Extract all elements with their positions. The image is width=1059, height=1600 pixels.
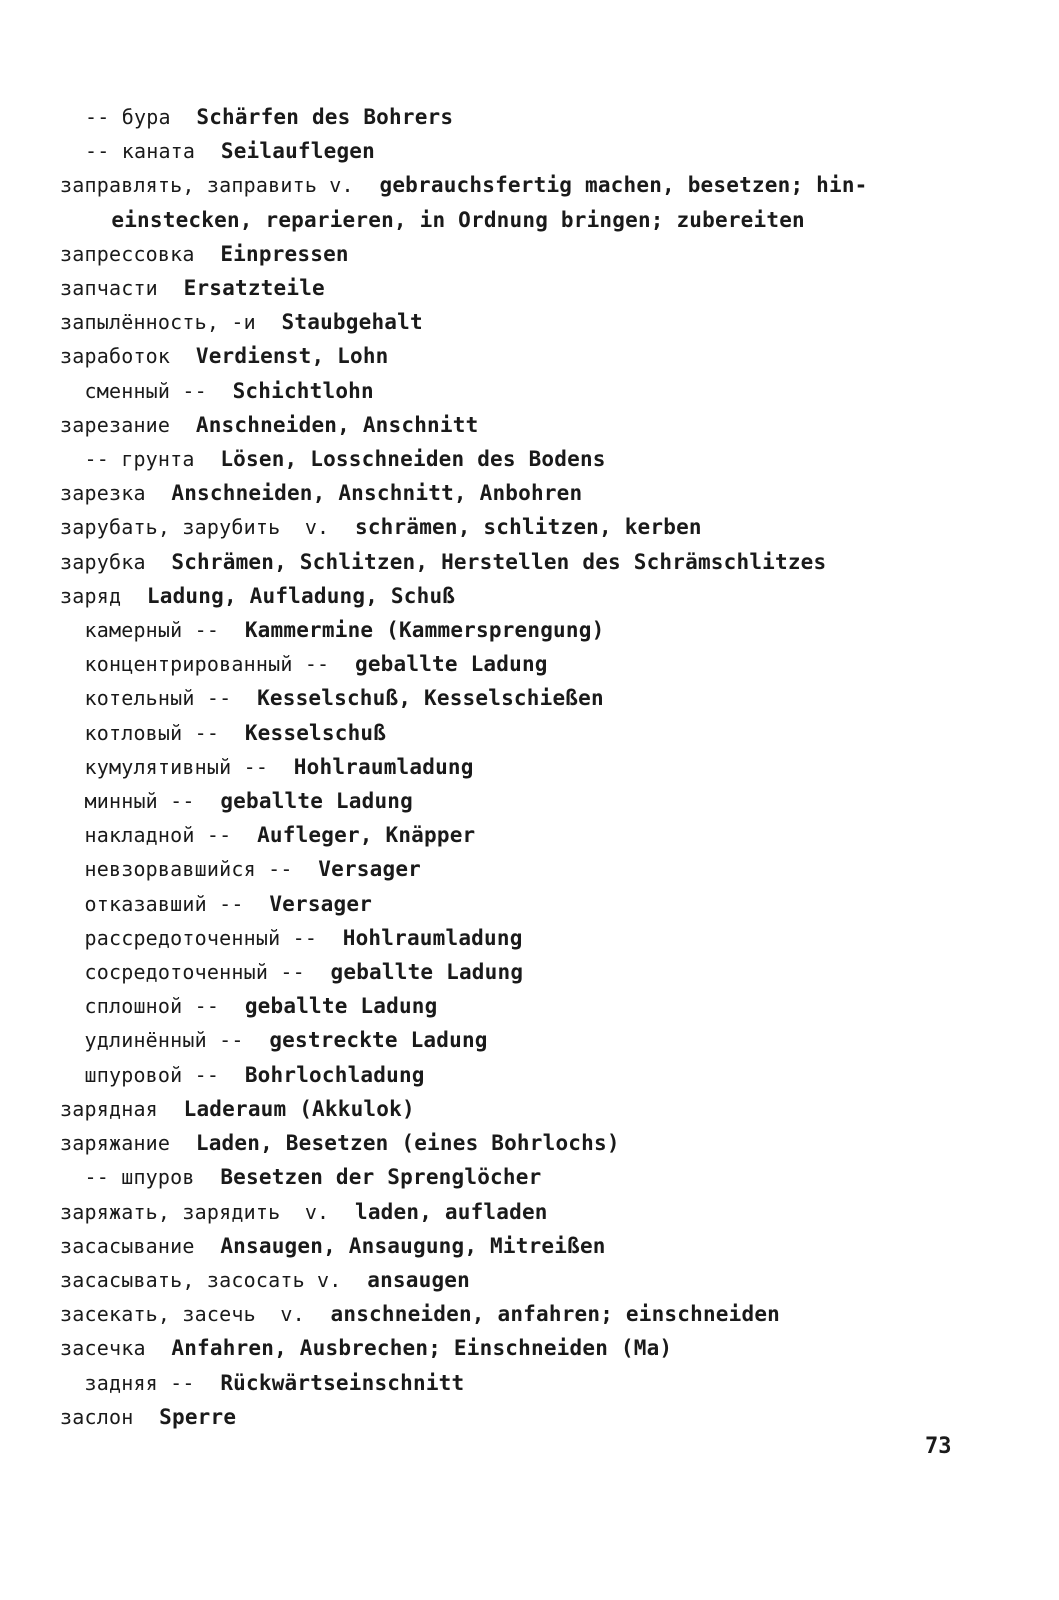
entry-german-translation: geballte Ladung xyxy=(330,960,524,985)
entry-german-translation: Sperre xyxy=(159,1404,237,1429)
entry-separator xyxy=(268,755,294,779)
dictionary-entry xyxy=(60,1092,960,1126)
entry-russian-term: удлинённый -- xyxy=(60,1028,244,1053)
entry-russian-term: запылённость, -и xyxy=(60,310,256,335)
dictionary-entry xyxy=(60,1058,960,1092)
entry-german-translation: Ladung, Aufladung, Schuß xyxy=(146,583,456,608)
entry-german-translation: ansaugen xyxy=(367,1267,470,1292)
entry-russian-term: -- каната xyxy=(85,139,196,164)
dictionary-entry xyxy=(60,442,960,476)
dictionary-entry xyxy=(60,750,960,784)
entry-german-translation: Schärfen des Bohrers xyxy=(196,105,454,129)
dictionary-entry xyxy=(60,339,960,373)
entry-russian-term: кумулятивный -- xyxy=(60,754,269,779)
entry-russian-term: заряд xyxy=(60,583,122,608)
entry-separator xyxy=(329,515,355,539)
entry-russian-term: зарубка xyxy=(60,549,146,574)
entry-german-translation: Anschneiden, Anschnitt, Anbohren xyxy=(171,481,583,506)
entry-german-translation: gestreckte Ladung xyxy=(269,1028,488,1053)
dictionary-entry xyxy=(60,1023,960,1057)
entry-german-translation: Kesselschuß, Kesselschießen xyxy=(257,686,604,711)
entry-separator xyxy=(293,857,319,881)
entry-german-translation: geballte Ladung xyxy=(220,789,413,814)
dictionary-entry xyxy=(60,168,960,202)
entry-german-translation: Einpressen xyxy=(220,241,349,266)
entry-russian-term: котельный -- xyxy=(60,686,232,711)
entry-russian-term: задняя -- xyxy=(60,1370,195,1395)
dictionary-entry xyxy=(60,1160,960,1194)
entry-separator xyxy=(195,789,221,813)
entry-german-translation: Rückwärtseinschnitt xyxy=(220,1370,465,1395)
entry-separator xyxy=(342,1268,368,1292)
entry-separator xyxy=(195,447,221,471)
entry-separator xyxy=(231,686,257,710)
dictionary-entry xyxy=(60,647,960,681)
entry-separator xyxy=(146,1336,172,1360)
entry-separator xyxy=(121,584,147,608)
entry-german-translation: Versager xyxy=(318,857,422,882)
entry-german-translation: schrämen, schlitzen, kerben xyxy=(355,515,702,540)
entry-separator xyxy=(329,1200,355,1224)
entry-german-translation: geballte Ladung xyxy=(355,652,548,677)
entry-russian-term: -- грунта xyxy=(60,447,195,472)
entry-german-translation: Laden, Besetzen (eines Bohrlochs) xyxy=(195,1131,620,1156)
dictionary-entry xyxy=(60,271,960,305)
entry-russian-term: шпуровой -- xyxy=(60,1062,220,1087)
entry-separator xyxy=(195,242,221,266)
entry-separator xyxy=(158,276,184,300)
page-number: 73 xyxy=(925,1434,952,1459)
entry-german-translation: Hohlraumladung xyxy=(342,925,523,950)
dictionary-entry xyxy=(60,1297,960,1331)
dictionary-entry xyxy=(60,1331,960,1365)
entry-separator xyxy=(219,721,245,745)
dictionary-entry xyxy=(60,1400,960,1434)
dictionary-entry xyxy=(60,989,960,1023)
entry-russian-term: зарубать, зарубить v. xyxy=(60,515,330,540)
dictionary-entry xyxy=(60,476,960,510)
entry-separator xyxy=(244,1028,270,1052)
entry-russian-term: котловый -- xyxy=(60,720,220,745)
dictionary-entry xyxy=(60,784,960,818)
dictionary-entry xyxy=(60,681,960,715)
entry-separator xyxy=(195,139,221,163)
entry-russian-term: рассредоточенный -- xyxy=(60,925,318,950)
entry-russian-term: сплошной -- xyxy=(60,994,220,1019)
entry-separator xyxy=(195,1234,221,1258)
entry-russian-term: камерный -- xyxy=(60,618,220,643)
entry-russian-term: -- бура xyxy=(85,105,171,129)
entry-russian-term: -- шпуров xyxy=(60,1165,195,1190)
entry-german-translation: Schrämen, Schlitzen, Herstellen des Schrämschlitzes xyxy=(171,549,827,574)
dictionary-entry xyxy=(60,374,960,408)
entry-german-translation: Verdienst, Lohn xyxy=(195,344,389,369)
entry-russian-term: запчасти xyxy=(60,276,158,301)
entry-russian-term: отказавший -- xyxy=(60,891,244,916)
entry-separator xyxy=(219,994,245,1018)
entry-russian-term: невзорвавшийся -- xyxy=(60,857,293,882)
entry-german-translation: Ansaugen, Ansaugung, Mitreißen xyxy=(220,1233,606,1258)
dictionary-entry xyxy=(60,134,960,168)
dictionary-entry xyxy=(60,852,960,886)
entry-german-translation: laden, aufladen xyxy=(355,1199,548,1224)
entry-russian-term: накладной -- xyxy=(60,823,232,848)
entry-german-translation: Besetzen der Sprenglöcher xyxy=(220,1165,542,1190)
entry-german-translation: Aufleger, Knäpper xyxy=(257,823,476,848)
dictionary-entry xyxy=(60,921,960,955)
entry-separator xyxy=(195,1371,221,1395)
entry-german-translation: anschneiden, anfahren; einschneiden xyxy=(330,1302,781,1327)
dictionary-entry xyxy=(60,818,960,852)
entry-german-translation: Kammermine (Kammersprengung) xyxy=(244,618,605,643)
dictionary-entry xyxy=(60,955,960,989)
entry-separator xyxy=(158,1097,184,1121)
entry-russian-term: концентрированный -- xyxy=(60,652,330,677)
dictionary-entry xyxy=(60,1195,960,1229)
entry-separator xyxy=(219,1063,245,1087)
entry-separator xyxy=(329,652,355,676)
entry-separator xyxy=(305,1302,331,1326)
entry-separator xyxy=(170,413,196,437)
entry-german-translation: Anfahren, Ausbrechen; Einschneiden (Ma) xyxy=(171,1336,673,1361)
entry-separator xyxy=(305,960,331,984)
entry-german-translation: Bohrlochladung xyxy=(244,1062,425,1087)
entry-russian-term: засекать, засечь v. xyxy=(60,1302,305,1327)
entry-separator xyxy=(146,550,172,574)
entry-german-translation: Staubgehalt xyxy=(281,310,423,335)
entry-russian-term: засасывать, засосать v. xyxy=(60,1267,342,1292)
entry-german-translation: Ersatzteile xyxy=(183,276,325,301)
entry-german-translation: geballte Ladung xyxy=(244,994,438,1019)
dictionary-entry xyxy=(60,1126,960,1160)
entry-russian-term: засасывание xyxy=(60,1233,195,1258)
entry-separator xyxy=(354,173,380,197)
entry-german-translation: Laderaum (Akkulok) xyxy=(183,1096,415,1121)
entry-russian-term: запрессовка xyxy=(60,241,195,266)
entry-german-translation: einstecken, reparieren, in Ordnung bringen; zubereiten xyxy=(60,207,805,232)
entry-russian-term: минный -- xyxy=(60,789,195,814)
dictionary-entry xyxy=(60,237,960,271)
entry-separator xyxy=(207,379,233,403)
entry-separator xyxy=(256,310,282,334)
entry-german-translation: Schichtlohn xyxy=(232,378,374,403)
entry-separator xyxy=(317,926,343,950)
dictionary-entry xyxy=(60,1263,960,1297)
entry-german-translation: Anschneiden, Anschnitt xyxy=(195,412,479,437)
entry-russian-term: заправлять, заправить v. xyxy=(60,173,354,198)
entry-russian-term: зарядная xyxy=(60,1096,158,1121)
entry-russian-term: заряжание xyxy=(60,1131,171,1156)
entry-separator xyxy=(170,344,196,368)
entry-german-translation: Seilauflegen xyxy=(220,139,375,164)
entry-russian-term: зарезка xyxy=(60,481,146,506)
entry-russian-term: сосредоточенный -- xyxy=(60,960,305,985)
entry-german-translation: gebrauchsfertig machen, besetzen; hin- xyxy=(379,173,868,198)
entry-russian-term: заряжать, зарядить v. xyxy=(60,1199,330,1224)
entry-russian-term: заработок xyxy=(60,344,171,369)
dictionary-entry xyxy=(60,203,960,237)
dictionary-entry xyxy=(60,613,960,647)
entry-separator xyxy=(171,105,197,129)
entry-german-translation: Versager xyxy=(269,891,373,916)
entry-separator xyxy=(195,1165,221,1189)
entry-separator xyxy=(170,1131,196,1155)
dictionary-entry xyxy=(60,1366,960,1400)
entry-list xyxy=(60,100,960,1434)
dictionary-entry xyxy=(60,716,960,750)
entry-russian-term: зарезание xyxy=(60,412,171,437)
entry-german-translation: Hohlraumladung xyxy=(293,754,474,779)
dictionary-entry xyxy=(60,887,960,921)
entry-separator xyxy=(231,823,257,847)
entry-separator xyxy=(244,892,270,916)
entry-separator xyxy=(146,481,172,505)
entry-german-translation: Lösen, Losschneiden des Bodens xyxy=(220,447,606,472)
entry-separator xyxy=(133,1405,159,1429)
entry-russian-term: засечка xyxy=(60,1336,146,1361)
entry-russian-term: сменный -- xyxy=(60,378,207,403)
entry-german-translation: Kesselschuß xyxy=(244,720,387,745)
entry-russian-term: заслон xyxy=(60,1404,134,1429)
dictionary-entry xyxy=(60,510,960,544)
dictionary-entry xyxy=(60,579,960,613)
dictionary-entry xyxy=(60,305,960,339)
dictionary-entry xyxy=(60,1229,960,1263)
dictionary-entry xyxy=(60,545,960,579)
dictionary-entry xyxy=(60,100,960,134)
entry-separator xyxy=(219,618,245,642)
dictionary-entry xyxy=(60,408,960,442)
